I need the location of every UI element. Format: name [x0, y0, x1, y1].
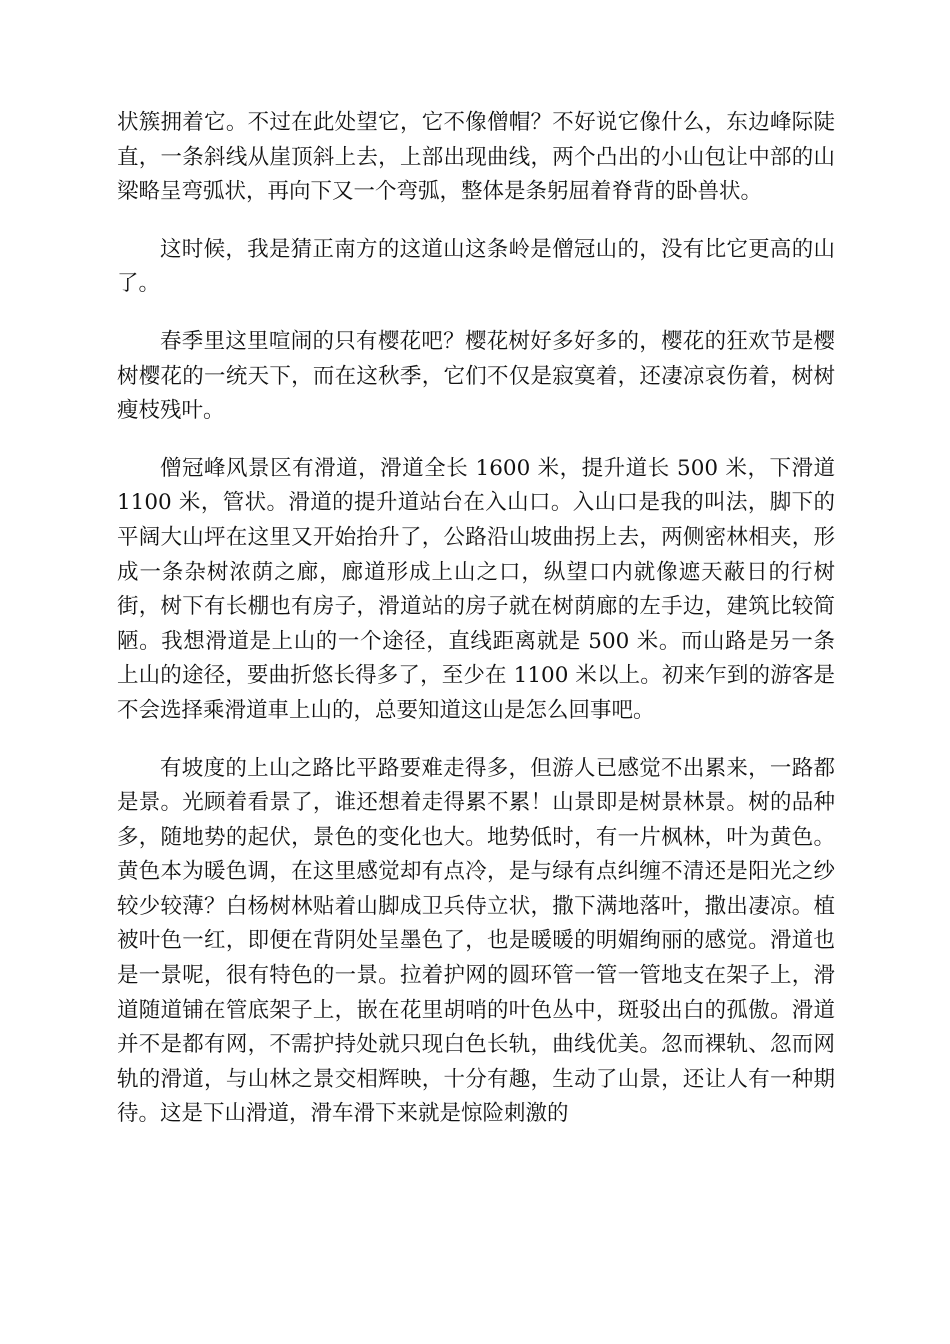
- paragraph-2: 这时候，我是猜正南方的这道山这条岭是僧冠山的，没有比它更高的山了。: [117, 236, 835, 297]
- document-body: [117, 106, 835, 1155]
- paragraph-4: 僧冠峰风景区有滑道，滑道全长 1600 米，提升道长 500 米，下滑道 1100 米，管状。滑道的提升道站台在入山口。入山口是我的叫法，脚下的平阔大山坪在这里又开始抬升了，公路沿山坡曲拐上去，两侧密林相夹，形成一条杂树浓荫之廊，廊道形成上山之口，纵望口内就像遮天蔽日的行树街，树下有长棚也有房子，滑道站的房子就在树荫廊的左手边，建筑比较简陋。我想滑道是上山的一个途径，直线距离就是 500 米。而山路是另一条上山的途径，要曲折悠长得多了，至少在 1100 米以上。初来乍到的游客是不会选择乘滑道車上山的，总要知道这山是怎么回事吧。: [117, 455, 835, 723]
- paragraph-5: 有坡度的上山之路比平路要难走得多，但游人已感觉不出累来，一路都是景。光顾着看景了，谁还想着走得累不累！山景即是树景林景。树的品种多，随地势的起伏，景色的变化也大。地势低时，有一片枫林，叶为黄色。黄色本为暖色调，在这里感觉却有点冷，是与绿有点纠缠不清还是阳光之纱较少较薄？白杨树林贴着山脚成卫兵侍立状，撒下满地落叶，撒出凄凉。植被叶色一红，即便在背阴处呈墨色了，也是暖暖的明媚绚丽的感觉。滑道也是一景呢，很有特色的一景。拉着护网的圆环管一管一管地支在架子上，滑道随道铺在管底架子上，嵌在花里胡哨的叶色丛中，斑驳出白的孤傲。滑道并不是都有网，不需护持处就只现白色长轨，曲线优美。忽而裸轨、忽而网轨的滑道，与山林之景交相辉映，十分有趣，生动了山景，还让人有一种期待。这是下山滑道，滑车滑下来就是惊险刺激的: [117, 755, 835, 1127]
- paragraph-1: 状簇拥着它。不过在此处望它，它不像僧帽？不好说它像什么，东边峰际陡直，一条斜线从崖顶斜上去，上部出现曲线，两个凸出的小山包让中部的山梁略呈弯弧状，再向下又一个弯弧，整体是条躬屈着脊背的卧兽状。: [117, 110, 835, 205]
- paragraph-3: 春季里这里喧闹的只有樱花吧？樱花树好多好多的，樱花的狂欢节是樱树樱花的一统天下，而在这秋季，它们不仅是寂寞着，还凄凉哀伤着，树树瘦枝残叶。: [117, 328, 835, 424]
